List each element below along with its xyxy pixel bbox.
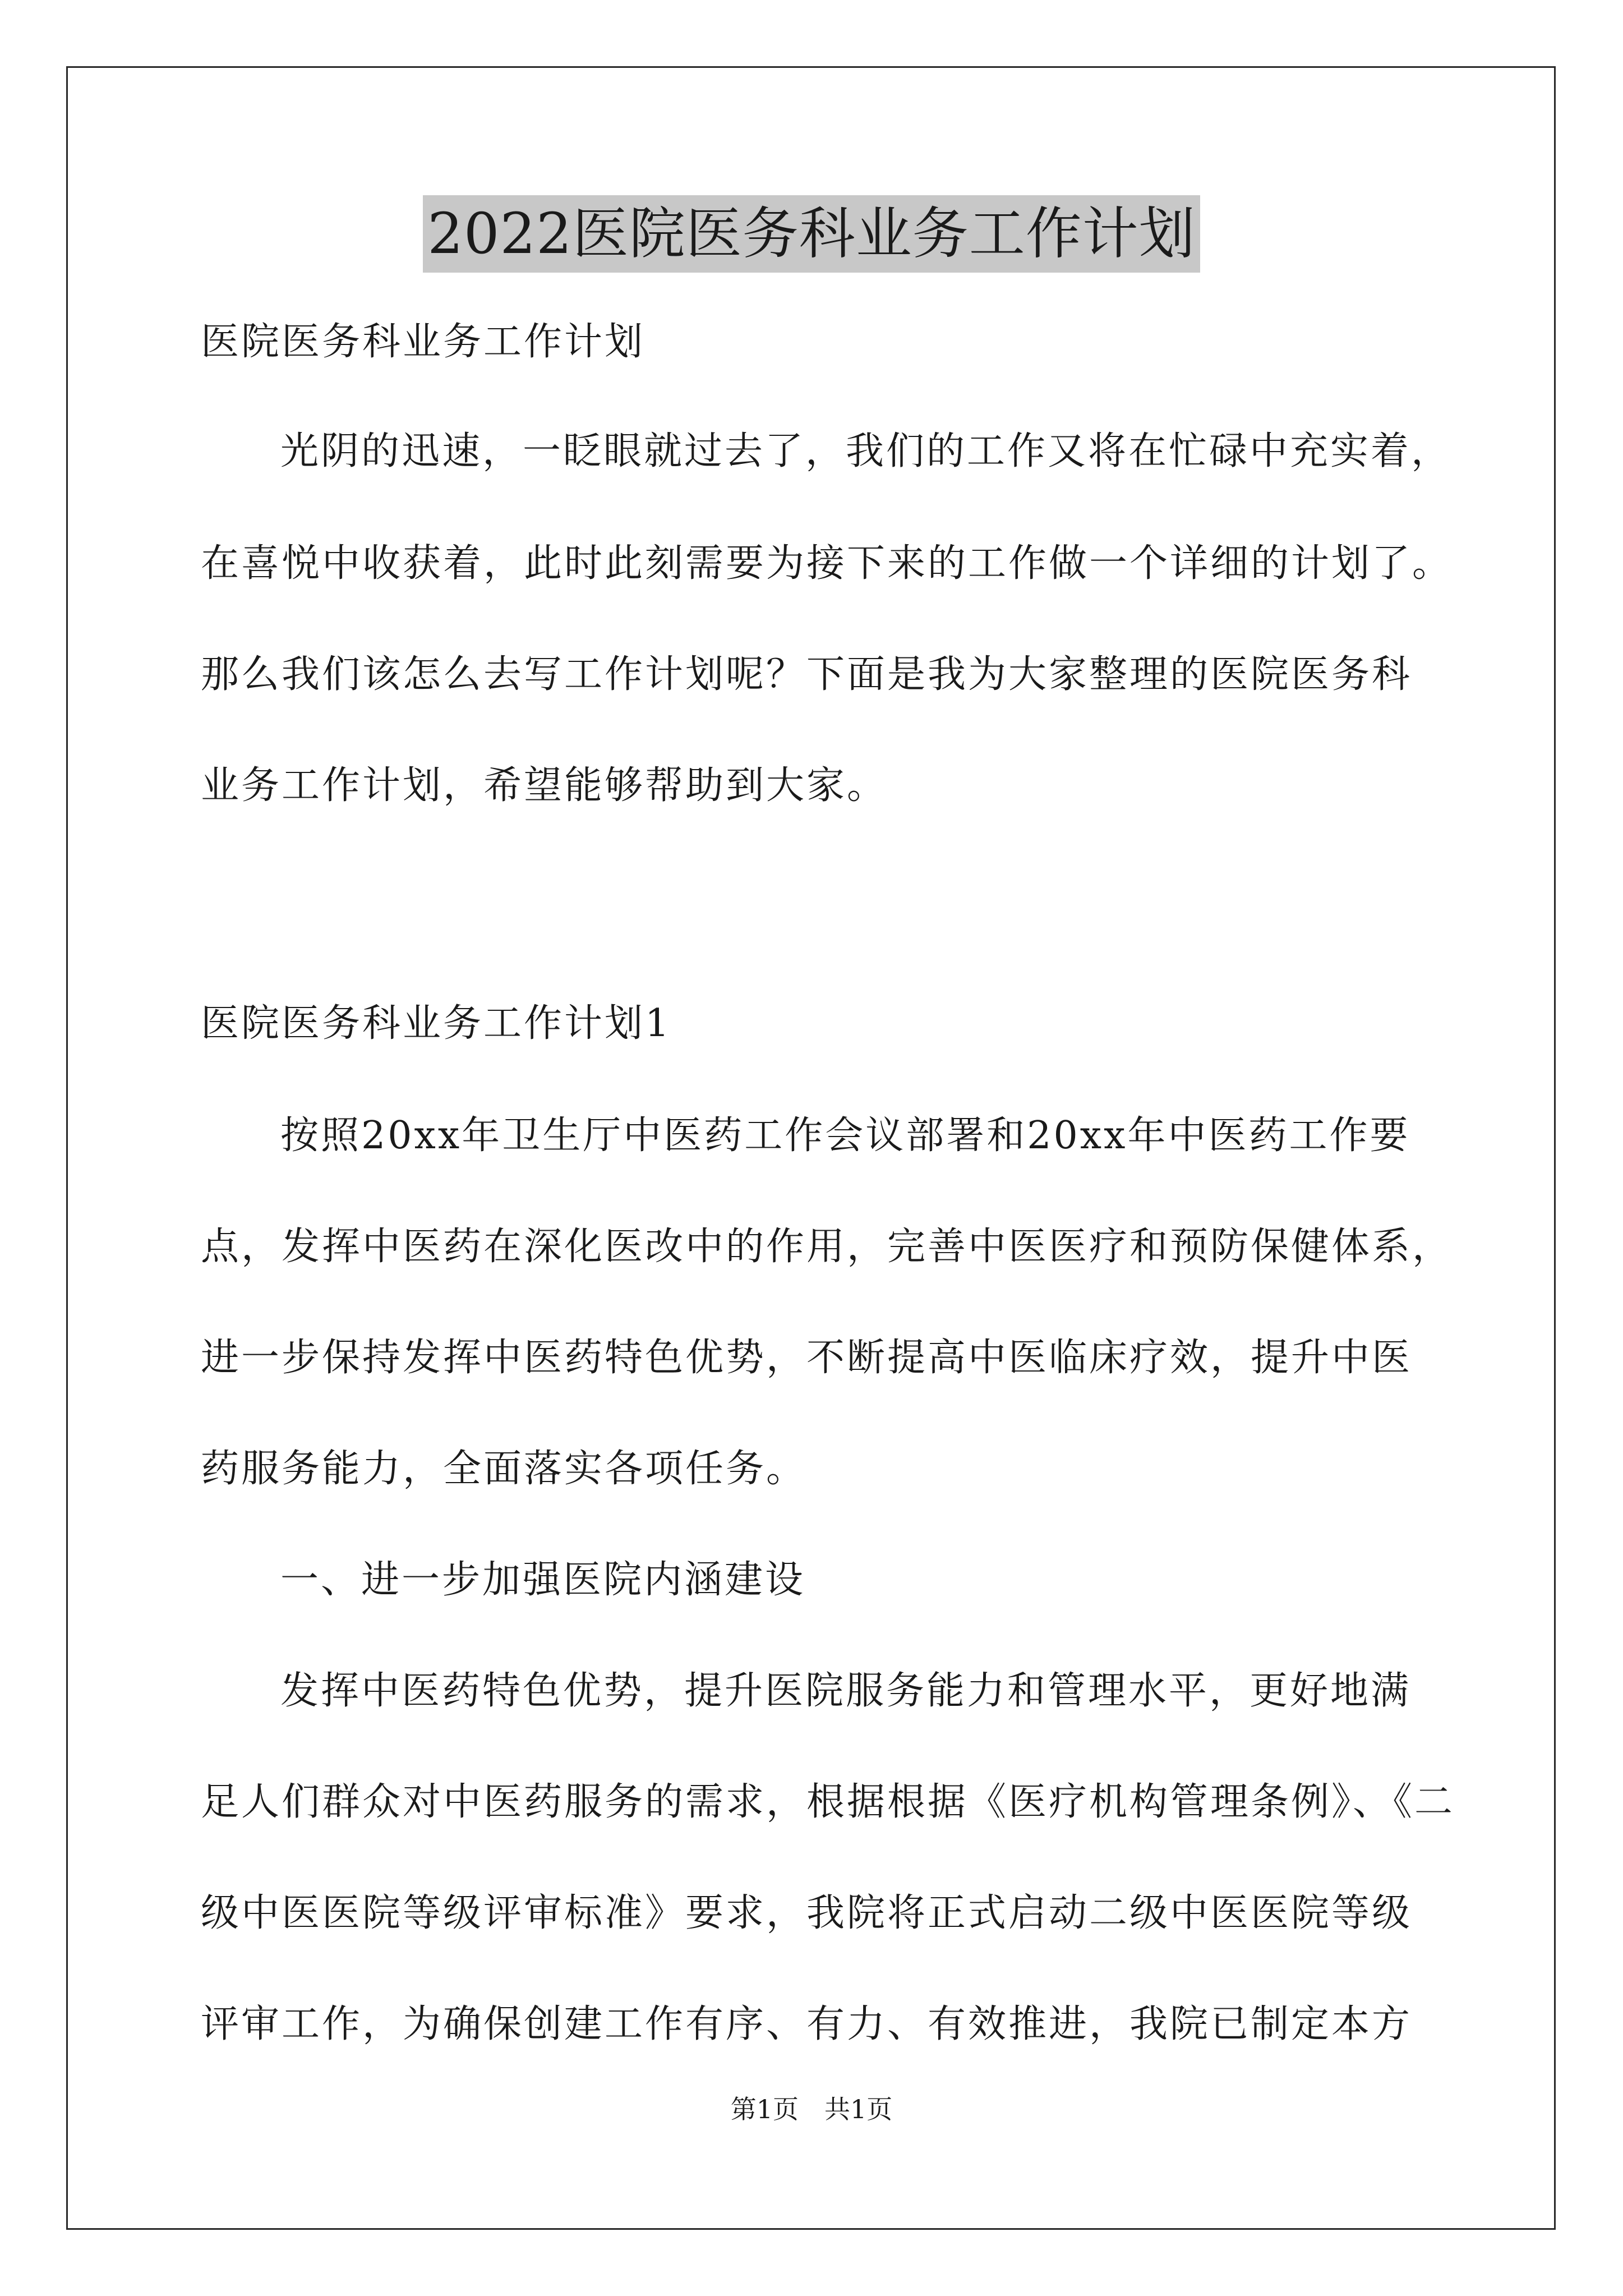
section-heading: 医院医务科业务工作计划1	[201, 1001, 672, 1046]
intro-line: 光阴的迅速，一眨眼就过去了，我们的工作又将在忙碌中充实着，	[280, 429, 1452, 473]
document-title: 2022医院医务科业务工作计划	[423, 195, 1200, 273]
document-subtitle: 医院医务科业务工作计划	[201, 320, 645, 364]
body-line: 足人们群众对中医药服务的需求，根据根据《医疗机构管理条例》、《二	[201, 1780, 1455, 1824]
subheading: 一、进一步加强医院内涵建设	[280, 1558, 806, 1602]
title-container	[0, 195, 1623, 273]
intro-line: 在喜悦中收获着，此时此刻需要为接下来的工作做一个详细的计划了。	[201, 541, 1453, 586]
section-line: 药服务能力，全面落实各项任务。	[201, 1447, 807, 1491]
section-line: 点，发挥中医药在深化医改中的作用，完善中医医疗和预防保健体系，	[201, 1225, 1453, 1269]
section-line: 按照20xx年卫生厅中医药工作会议部署和20xx年中医药工作要	[280, 1114, 1410, 1158]
body-line: 评审工作，为确保创建工作有序、有力、有效推进，我院已制定本方	[201, 2002, 1413, 2046]
intro-line: 业务工作计划，希望能够帮助到大家。	[201, 763, 888, 808]
body-line: 发挥中医药特色优势，提升医院服务能力和管理水平，更好地满	[280, 1669, 1412, 1713]
page-footer: 第1页 共1页	[730, 2094, 893, 2124]
section-line: 进一步保持发挥中医药特色优势，不断提高中医临床疗效，提升中医	[201, 1336, 1413, 1380]
intro-line: 那么我们该怎么去写工作计划呢？下面是我为大家整理的医院医务科	[201, 652, 1413, 697]
body-line: 级中医医院等级评审标准》要求，我院将正式启动二级中医医院等级	[201, 1891, 1413, 1935]
